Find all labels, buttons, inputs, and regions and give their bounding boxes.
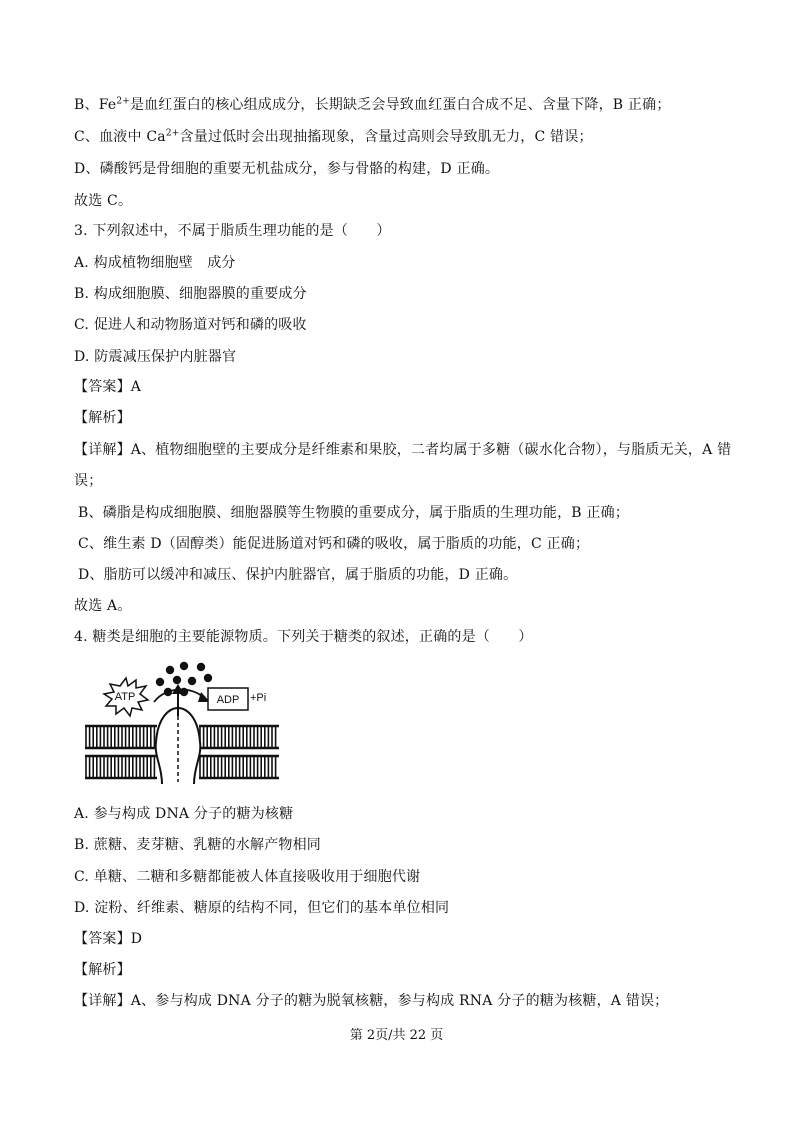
analysis-label: 【解析】 <box>74 410 131 426</box>
solute-molecules <box>156 662 212 696</box>
answer-label: 【答案】A <box>74 379 142 395</box>
detail-line: B、磷脂是构成细胞膜、细胞器膜等生物膜的重要成分，属于脂质的生理功能，B 正确； <box>78 505 630 521</box>
detail-line: C、维生素 D（固醇类）能促进肠道对钙和磷的吸收，属于脂质的功能，C 正确； <box>78 536 590 552</box>
text-line: D、磷酸钙是骨细胞的重要无机盐成分，参与骨骼的构建，D 正确。 <box>74 161 500 177</box>
detail-line: 误； <box>74 473 103 489</box>
option-a: A. 构成植物细胞壁 成分 <box>74 255 236 271</box>
option-d: D. 防震减压保护内脏器官 <box>74 349 237 365</box>
question-4: 4. 糖类是细胞的主要能源物质。下列关于糖类的叙述，正确的是（ ） <box>74 629 533 645</box>
text-line-c-ca: C、血液中 $Ca^{2+}$含量过低时会出现抽搐现象，含量过高则会导致肌无力，C 错误； <box>74 128 593 145</box>
page-footer: 第 2页/共 22 页 <box>349 1028 444 1043</box>
atp-label: ATP <box>114 691 136 703</box>
detail-line: 【详解】A、植物细胞壁的主要成分是纤维素和果胶，二者均属于多糖（碳水化合物），与脂质无关，A 错 <box>74 442 732 458</box>
option-b: B. 构成细胞膜、细胞器膜的重要成分 <box>74 286 307 302</box>
option-b: B. 蔗糖、麦芽糖、乳糖的水解产物相同 <box>74 837 321 853</box>
membrane-transport-figure <box>84 656 284 786</box>
pi-label: +Pi <box>250 692 267 704</box>
text-line-b-fe: B、$Fe^{2+}$是血红蛋白的核心组成成分，长期缺乏会导致血红蛋白合成不足、含量下降，B 正确； <box>74 96 671 113</box>
answer-choice-line: 故选 A。 <box>74 598 132 614</box>
answer-choice-line: 故选 C。 <box>74 193 133 209</box>
answer-label: 【答案】D <box>74 931 143 947</box>
detail-line: 【详解】A、参与构成 DNA 分子的糖为脱氧核糖，参与构成 RNA 分子的糖为核糖，A 错误； <box>74 993 669 1009</box>
detail-line: D、脂肪可以缓冲和减压、保护内脏器官，属于脂质的功能，D 正确。 <box>78 567 518 583</box>
option-c: C. 促进人和动物肠道对钙和磷的吸收 <box>74 317 307 333</box>
analysis-label: 【解析】 <box>74 962 131 978</box>
question-3: 3. 下列叙述中，不属于脂质生理功能的是（ ） <box>74 223 391 239</box>
option-a: A. 参与构成 DNA 分子的糖为核糖 <box>74 806 294 822</box>
option-c: C. 单糖、二糖和多糖都能被人体直接吸收用于细胞代谢 <box>74 869 421 885</box>
option-d: D. 淀粉、纤维素、糖原的结构不同，但它们的基本单位相同 <box>74 900 450 916</box>
adp-label: ADP <box>216 694 240 706</box>
